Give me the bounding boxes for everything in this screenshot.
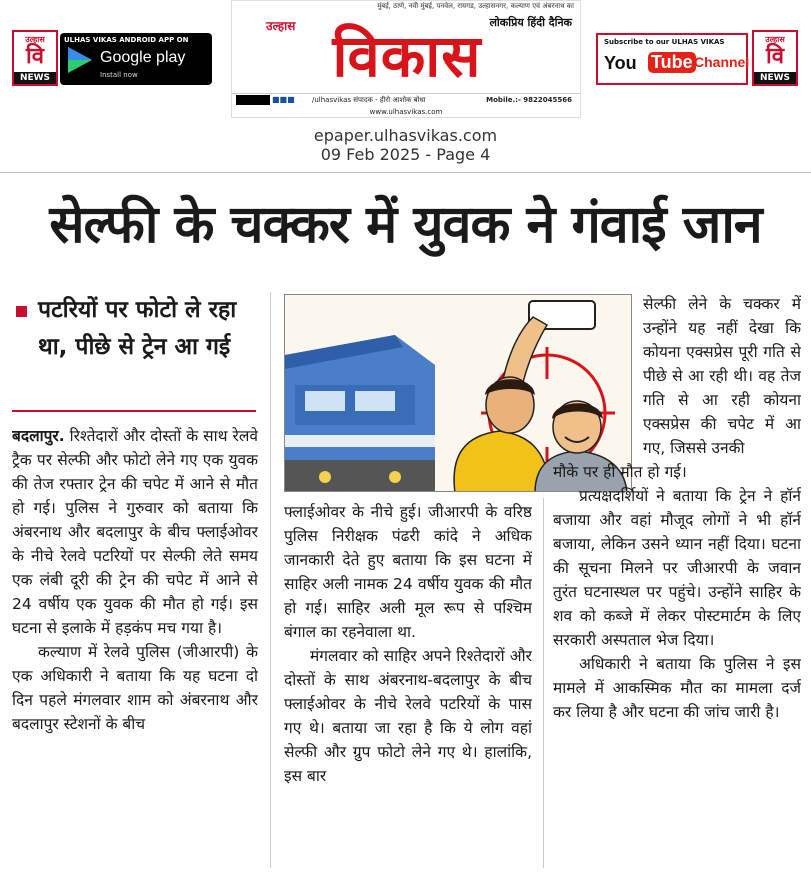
social-icons: ■■■ (272, 95, 295, 104)
paragraph (12, 424, 258, 640)
page-info (0, 126, 811, 164)
youtube-you: You (604, 53, 637, 73)
ulhas-vikas-news-logo-right[interactable] (752, 30, 798, 86)
nameplate-tagline: लोकप्रिय हिंदी दैनिक (489, 16, 572, 29)
ulhas-vikas-news-logo-left[interactable] (12, 30, 58, 86)
website-url: www.ulhasvikas.com (369, 108, 443, 116)
logo-big-letter: वि (766, 44, 784, 69)
paragraph: सेल्फी लेने के चक्कर में उन्होंने यह नहीं देखा कि कोयना एक्सप्रेस पूरी गति से पीछे से आ रही थी। वह तेज गति से आ रही कोयना एक्सप्रेस की चपेट में आ गए, जिससे उनकी (643, 295, 801, 457)
epaper-url[interactable]: epaper.ulhasvikas.com (313, 126, 498, 145)
social-handle: /ulhasvikas संपादक - हीरो आशोक बोधा (312, 96, 426, 104)
article-subhead: पटरियों पर फोटो ले रहा था, पीछे से ट्रेन आ गई (38, 297, 237, 360)
coverage-cities: मुंबई, ठाणे, नवी मुंबई, पनवेल, रायगड, उल्हासनगर, कल्याण एवं अंबरनाथ का (377, 2, 574, 10)
mini-google-play-icon (236, 95, 270, 105)
google-play-name: Google play (100, 49, 186, 66)
nameplate-title: विकास (332, 22, 482, 90)
paragraph-text: रिश्तेदारों और दोस्तों के साथ रेलवे ट्रैक पर सेल्फी और फोटो लेने गए एक युवक की तेज रफ्तार ट्रेन की चपेट में आने से मौत हो गई। पुलिस ने गुरुवार को बताया कि अंबरनाथ और बदलापुर के बीच फ्लाईओवर के नीचे रेलवे पटरियों पर सेल्फी लेते समय एक लंबी दूरी की ट्रेन की चपेट में आने से 24 वर्षीय एक युवक की मौत हो गई। इस घटना से इलाके में हड़कंप मच गया है। (12, 427, 258, 637)
logo-small-text: उल्हास (765, 35, 785, 44)
logo-news-label: NEWS (754, 72, 796, 84)
paragraph: फ्लाईओवर के नीचे हुई। जीआरपी के वरिष्ठ पुलिस निरीक्षक पंढरी कांदे ने अधिक जानकारी देते हुए बताया कि इस घटना में साहिर अली नामक 24 वर्षीय युवक की मौत हो गई। साहिर अली मूल रूप से पश्चिम बंगाल का रहनेवाला था. (284, 503, 532, 641)
paragraph: कल्याण में रेलवे पुलिस (जीआरपी) के एक अधिकारी ने बताया कि यह घटना दो दिन पहले मंगलवार शाम को अंबरनाथ और बदलापुर स्टेशनों के बीच (12, 643, 258, 733)
column-divider (270, 292, 271, 868)
article-column-1 (12, 424, 258, 868)
youtube-top-text: Subscribe to our ULHAS VIKAS (604, 38, 725, 46)
article-column-3 (553, 292, 801, 868)
dateline: बदलापुर. (12, 427, 65, 445)
subhead-underline (12, 410, 256, 412)
divider (0, 172, 811, 173)
logo-small-text: उल्हास (25, 35, 45, 44)
nameplate-ulhas: उल्हास (266, 19, 296, 33)
page-date: 09 Feb 2025 - Page 4 (320, 145, 491, 164)
article-headline: सेल्फी के चक्कर में युवक ने गंवाई जान (49, 195, 762, 255)
logo-big-letter: वि (26, 44, 44, 69)
youtube-tube: Tube (648, 52, 696, 73)
youtube-channel: Channel (694, 54, 750, 70)
paragraph: मौके पर ही मौत हो गई। (553, 463, 687, 481)
paragraph: अधिकारी ने बताया कि पुलिस ने इस मामले में आकस्मिक मौत का मामला दर्ज कर लिया है और घटना की जांच जारी है। (553, 655, 801, 721)
paragraph: प्रत्यक्षदर्शियों ने बताया कि ट्रेन ने हॉर्न बजाया और वहां मौजूद लोगों ने भी हॉर्न बजाया, लेकिन उसने ध्यान नहीं दिया। घटना की सूचना मिलने पर जीआरपी के जवान तुरंत घटनास्थल पर पहुंचे। उन्होंने साहिर के शव को कब्जे में लेकर पोस्टमार्टम के लिए सरकारी अस्पताल भेज दिया। (553, 487, 801, 649)
youtube-subscribe-badge[interactable] (596, 33, 748, 85)
bullet-square-icon (16, 306, 27, 317)
google-play-icon-accent (68, 47, 92, 60)
article-column-2 (284, 500, 532, 868)
google-play-top-text: ULHAS VIKAS ANDROID APP ON (64, 36, 189, 44)
newspaper-nameplate[interactable] (231, 0, 581, 118)
google-play-sub: Install now (100, 71, 138, 79)
column-divider (543, 498, 544, 868)
google-play-badge[interactable] (60, 33, 212, 85)
mobile-number: Mobile.:- 9822045566 (486, 96, 572, 104)
paragraph: मंगलवार को साहिर अपने रिश्तेदारों और दोस्तों के साथ अंबरनाथ-बदलापुर के बीच फ्लाईओवर के नीचे रेलवे पटरियों के पास गए थे। बताया जा रहा है कि ये लोग वहां सेल्फी और ग्रुप फोटो लेने गए थे। हालांकि, इस बार (284, 647, 532, 785)
logo-news-label: NEWS (14, 72, 56, 84)
masthead (0, 0, 811, 120)
